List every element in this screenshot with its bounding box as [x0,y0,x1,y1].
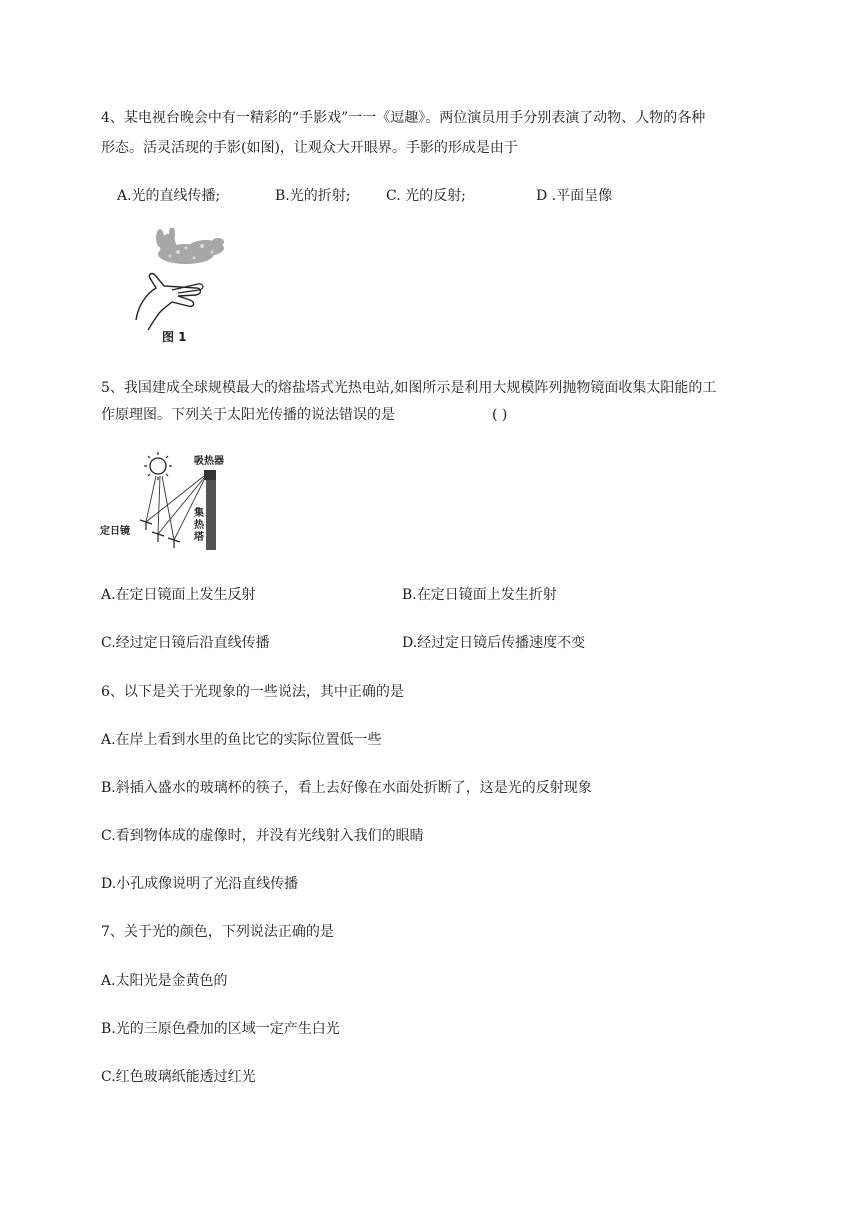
q5-stem-line1: 5、我国建成全球规模最大的熔盐塔式光热电站,如图所示是利用大规模阵列抛物镜面收集太阳能的工 [101,380,717,396]
q4-stem-line1: 4、某电视台晚会中有一精彩的“手影戏”一一《逗趣》。两位演员用手分别表演了动物、人物的各种 [101,110,706,126]
q6-option-a: A.在岸上看到水里的鱼比它的实际位置低一些 [101,732,382,748]
q5-stem-line2: 作原理图。下列关于太阳光传播的说法错误的是 [101,407,395,423]
q7-stem: 7、关于光的颜色，下列说法正确的是 [101,924,334,940]
figure-1-label: 图 1 [162,330,187,344]
q5-option-b: B.在定日镜面上发生折射 [402,587,557,603]
q7-option-a: A.太阳光是金黄色的 [101,973,228,989]
q6-stem: 6、以下是关于光现象的一些说法，其中正确的是 [101,684,404,700]
q6-option-d: D.小孔成像说明了光沿直线传播 [101,876,299,892]
q4-option-d: D .平面呈像 [536,188,613,204]
q7-option-b: B.光的三原色叠加的区域一定产生白光 [101,1021,340,1037]
absorber-label: 吸热器 [194,456,224,467]
q5-option-c: C.经过定日镜后沿直线传播 [101,635,270,651]
tower-label: 集 热 塔 [194,508,204,543]
hand-shadow-figure [128,228,238,346]
q6-option-c: C.看到物体成的虚像时，并没有光线射入我们的眼睛 [101,828,424,844]
q4-stem-line2: 形态。活灵活现的手影(如图)，让观众大开眼界。手影的形成是由于 [101,140,518,156]
q7-option-c: C.红色玻璃纸能透过红光 [101,1069,256,1085]
q4-option-a: A.光的直线传播; [117,188,221,204]
solar-tower-figure [100,446,232,556]
q5-option-a: A.在定日镜面上发生反射 [101,587,256,603]
q4-option-b: B.光的折射; [275,188,351,204]
q5-answer-bracket: ( ) [492,407,508,423]
sun-icon [144,452,172,480]
q5-option-d: D.经过定日镜后传播速度不变 [402,635,586,651]
q4-option-c: C. 光的反射; [386,188,466,204]
q6-option-b: B.斜插入盛水的玻璃杯的筷子，看上去好像在水面处折断了，这是光的反射现象 [101,780,592,796]
heliostat-label: 定日镜 [100,526,130,537]
